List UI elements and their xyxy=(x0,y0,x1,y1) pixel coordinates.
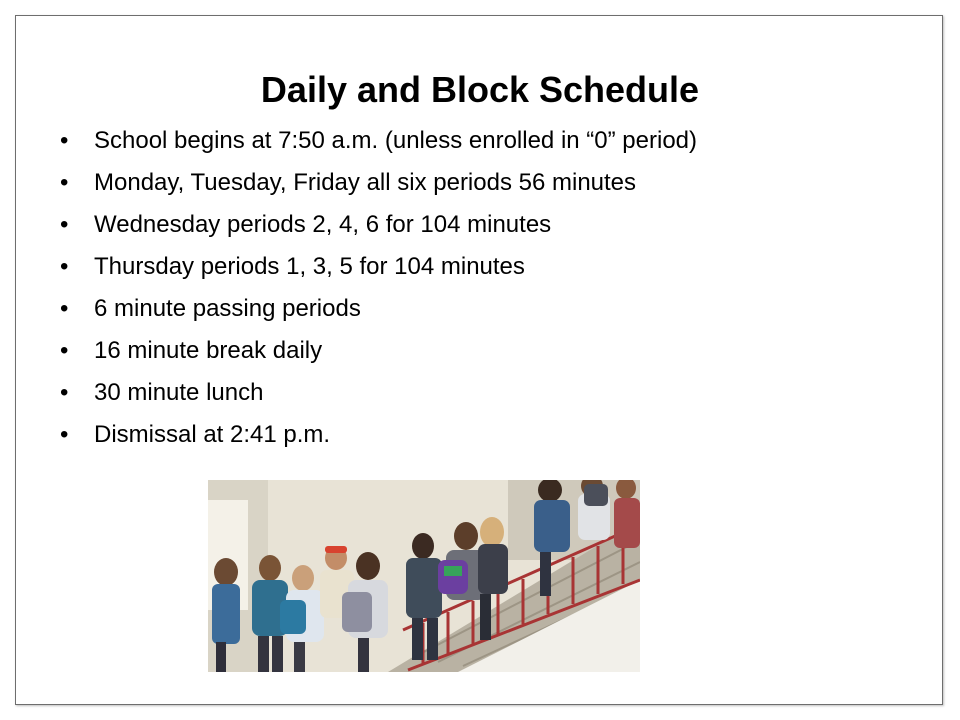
bullet-text: 6 minute passing periods xyxy=(94,295,361,322)
bullet-item-start-time xyxy=(60,120,920,162)
bullet-dot: • xyxy=(60,421,69,448)
bullet-dot: • xyxy=(60,295,69,322)
bullet-text: Thursday periods 1, 3, 5 for 104 minutes xyxy=(94,253,525,280)
bullet-item-dismissal xyxy=(60,414,920,456)
bullet-item-break xyxy=(60,330,920,372)
bullet-item-thursday xyxy=(60,246,920,288)
bullet-dot: • xyxy=(60,253,69,280)
bullet-dot: • xyxy=(60,169,69,196)
slide-title: Daily and Block Schedule xyxy=(260,69,700,110)
bullet-item-passing-periods xyxy=(60,288,920,330)
students-stairs-photo xyxy=(208,480,640,672)
bullet-list xyxy=(60,120,920,456)
bullet-text: Monday, Tuesday, Friday all six periods 56 minutes xyxy=(94,169,637,196)
bullet-item-mon-tue-fri xyxy=(60,162,920,204)
bullet-dot: • xyxy=(60,337,69,364)
bullet-dot: • xyxy=(60,379,69,406)
bullet-text: 16 minute break daily xyxy=(94,337,323,364)
bullet-text: Dismissal at 2:41 p.m. xyxy=(94,421,331,448)
bullet-text: Wednesday periods 2, 4, 6 for 104 minutes xyxy=(94,211,552,238)
bullet-text: School begins at 7:50 a.m. (unless enrolled in “0” period) xyxy=(94,127,697,154)
bullet-item-wednesday xyxy=(60,204,920,246)
bullet-item-lunch xyxy=(60,372,920,414)
bullet-dot: • xyxy=(60,211,69,238)
bullet-dot: • xyxy=(60,127,69,154)
bullet-text: 30 minute lunch xyxy=(94,379,264,406)
